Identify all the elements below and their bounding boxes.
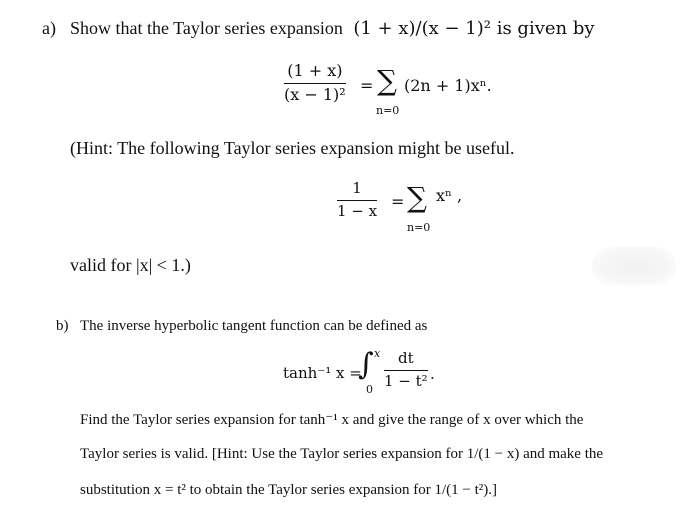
equation-3-lower-limit: 0 (366, 383, 373, 396)
equation-2-term: xⁿ , (436, 186, 463, 205)
equation-2-fraction-bar (337, 200, 377, 201)
equation-2-numerator: 1 (352, 179, 362, 197)
equation-1-numerator: (1 + x) (287, 61, 343, 80)
equation-1-sigma: ∑ (377, 64, 397, 97)
equation-2-sum-index: n=0 (407, 221, 431, 234)
part-b-intro: The inverse hyperbolic tangent function can be defined as (80, 318, 428, 334)
scan-smudge (592, 247, 676, 285)
equation-3-period: . (430, 365, 435, 383)
part-a-label: a) (42, 18, 56, 38)
equation-1-denominator: (x − 1)² (284, 85, 346, 105)
equation-3-numerator: dt (398, 349, 414, 367)
equation-2-sigma: ∑ (407, 181, 427, 214)
validity-text: valid for |x| < 1.) (70, 255, 191, 275)
equation-3-lhs: tanh⁻¹ x = (283, 364, 362, 382)
equation-1-term: (2n + 1)xⁿ. (404, 76, 492, 95)
equation-1-fraction (284, 63, 346, 103)
equation-1-fraction-bar (284, 83, 346, 84)
hint-text: (Hint: The following Taylor series expansion might be useful. (70, 138, 515, 158)
equation-1-sum-index: n=0 (376, 104, 400, 117)
equation-3-denominator: 1 − t² (384, 372, 428, 391)
equation-3-upper-limit: x (374, 347, 381, 360)
equation-1-equals: = (360, 76, 374, 95)
equation-3-fraction-bar (384, 370, 428, 371)
equation-3-fraction (384, 351, 428, 389)
part-a-intro-text: Show that the Taylor series expansion (70, 18, 343, 38)
part-a-intro (70, 18, 595, 39)
equation-2-equals: = (391, 192, 405, 211)
part-a-intro-expression: (1 + x)/(x − 1)² is given by (353, 18, 595, 39)
equation-2-fraction (337, 181, 377, 219)
equation-3-integral-sign: ∫ (358, 347, 374, 382)
part-b-body-line-2: Taylor series is valid. [Hint: Use the Taylor series expansion for 1/(1 − x) and make the (80, 446, 604, 462)
part-b-label: b) (56, 318, 69, 334)
part-b-body-line-1: Find the Taylor series expansion for tanh⁻¹ x and give the range of x over which the (80, 412, 584, 428)
part-b-body-line-3: substitution x = t² to obtain the Taylor series expansion for 1/(1 − t²).] (80, 482, 498, 498)
equation-2-denominator: 1 − x (337, 202, 378, 221)
